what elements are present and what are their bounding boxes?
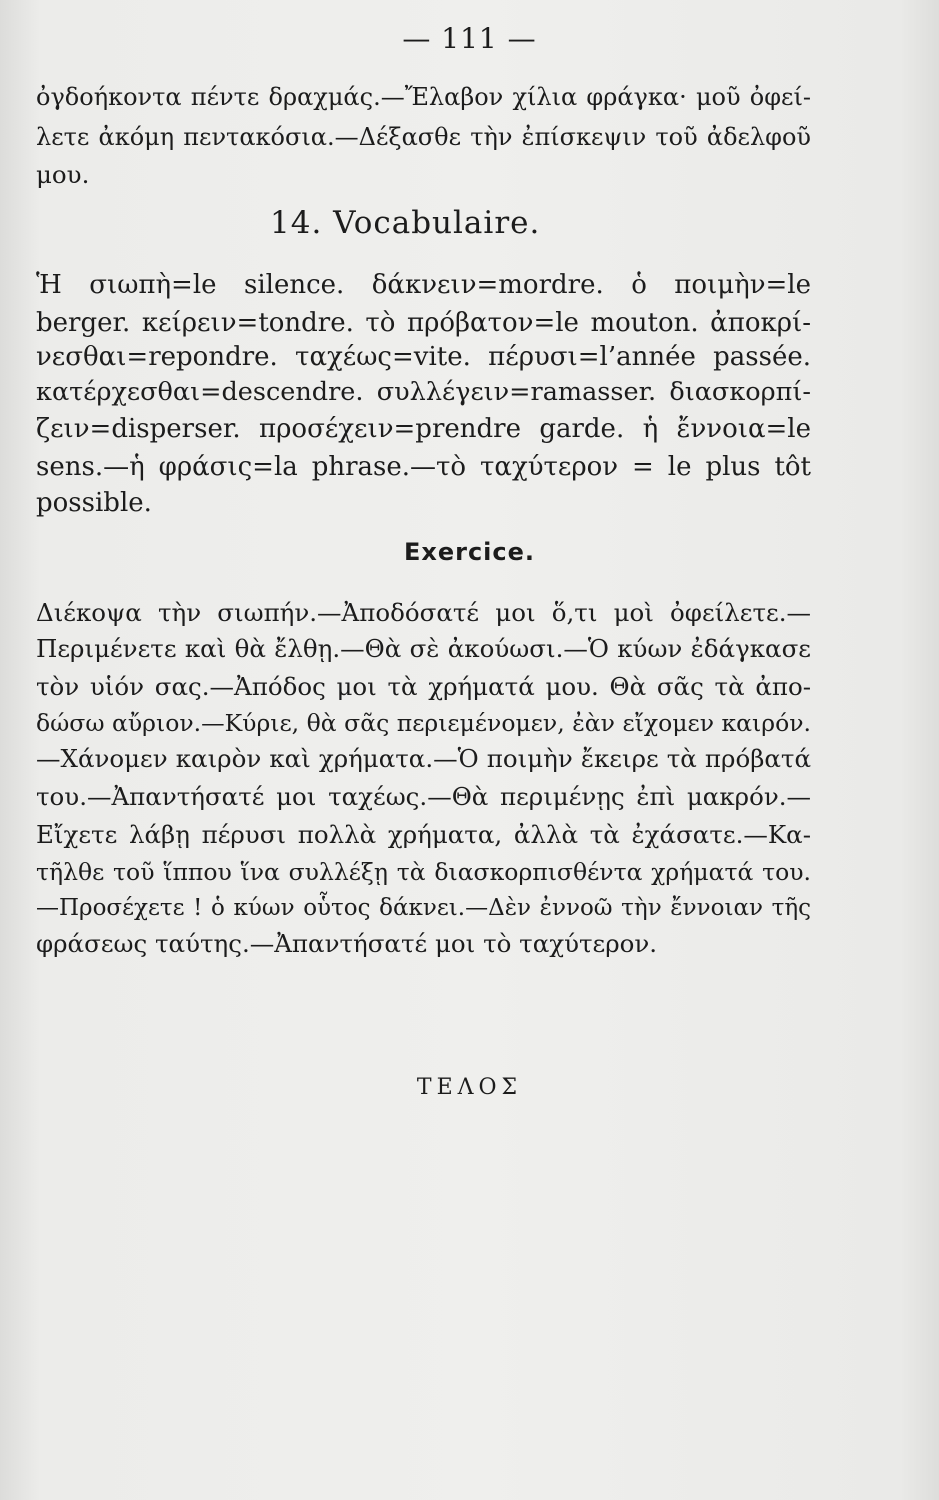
text-line: νεσθαι=repondre. ταχέως=vite. πέρυσι=l’année passée. xyxy=(36,342,811,372)
page-number: — 111 — xyxy=(402,22,537,55)
text-line: δώσω αὔριον.—Κύριε, θὰ σᾶς περιεμένομεν, ἐὰν εἴχομεν καιρόν. xyxy=(36,709,811,737)
vocabulary-heading: 14. Vocabulaire. xyxy=(270,205,541,241)
exercise-title: Exercice. xyxy=(403,538,536,566)
text-line: Διέκοψα τὴν σιωπήν.—Ἀποδόσατέ μοι ὅ,τι μοὶ ὀφείλετε.— xyxy=(36,598,811,627)
text-line: του.—Ἀπαντήσατέ μοι ταχέως.—Θὰ περιμένῃς ἐπὶ μακρόν.— xyxy=(36,782,811,811)
text-line: μου. xyxy=(36,160,90,189)
text-line: berger. κείρειν=tondre. τὸ πρόβατον=le mouton. ἀποκρί- xyxy=(36,308,811,338)
text-line: Ἡ σιωπὴ=le silence. δάκνειν=mordre. ὁ ποιμὴν=le xyxy=(36,270,811,300)
text-line: Εἴχετε λάβῃ πέρυσι πολλὰ χρήματα, ἀλλὰ τὰ ἐχάσατε.—Κα- xyxy=(36,820,811,849)
text-line: sens.—ἡ φράσις=la phrase.—τὸ ταχύτερον = le plus tôt xyxy=(36,452,811,482)
text-line: λετε ἀκόμη πεντακόσια.—Δέξασθε τὴν ἐπίσκεψιν τοῦ ἀδελφοῦ xyxy=(36,123,811,151)
text-line: ὀγδοήκοντα πέντε δραχμάς.—Ἔλαβον χίλια φράγκα· μοῦ ὀφεί- xyxy=(36,83,811,111)
text-line: —Προσέχετε ! ὁ κύων οὗτος δάκνει.—Δὲν ἐννοῶ τὴν ἔννοιαν τῆς xyxy=(36,895,811,921)
text-line: τὸν υἱόν σας.—Ἀπόδος μοι τὰ χρήματά μου. Θὰ σᾶς τὰ ἀπο- xyxy=(36,672,811,701)
text-line: —Χάνομεν καιρὸν καὶ χρήματα.—Ὁ ποιμὴν ἔκειρε τὰ πρόβατά xyxy=(36,744,811,773)
end-marker: ΤΕΛΟΣ xyxy=(416,1075,523,1100)
text-line: κατέρχεσθαι=descendre. συλλέγειν=ramasser. διασκορπί- xyxy=(36,377,811,407)
text-line: possible. xyxy=(36,488,152,518)
text-line: τῆλθε τοῦ ἵππου ἵνα συλλέξῃ τὰ διασκορπισθέντα χρήματά του. xyxy=(36,858,811,886)
text-line: Περιμένετε καὶ θὰ ἔλθῃ.—Θὰ σὲ ἀκούωσι.—Ὁ κύων ἐδάγκασε xyxy=(36,634,811,663)
text-line: ζειν=disperser. προσέχειν=prendre garde. ἡ ἔννοια=le xyxy=(36,414,811,444)
text-line: φράσεως ταύτης.—Ἀπαντήσατέ μοι τὸ ταχύτερον. xyxy=(36,929,658,958)
